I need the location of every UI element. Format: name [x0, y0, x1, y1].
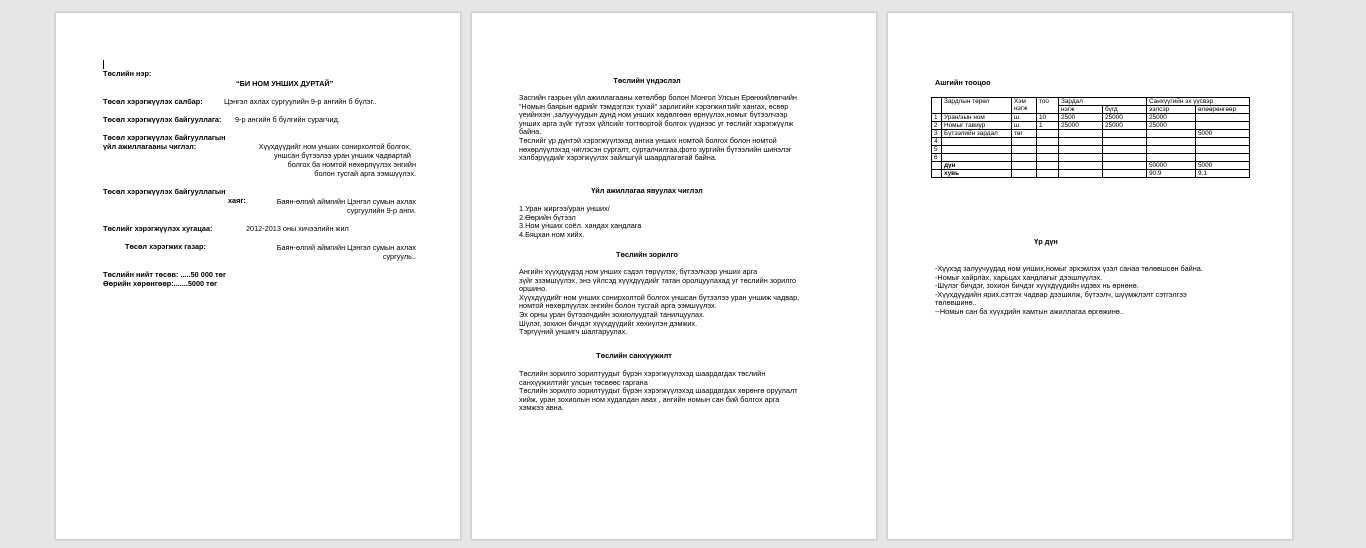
address-value-line2: сургуулийн 9-р анги.	[347, 206, 416, 215]
table-row	[932, 170, 1250, 178]
branch-label: Төсөл хэрэгжүүлэх салбар:	[103, 97, 203, 106]
table-cell: Номыг тавиур	[942, 122, 1012, 130]
table-row	[932, 162, 1250, 170]
address-label-line1: Төсөл хэрэгжүүлэх байгууллагын	[103, 187, 226, 196]
place-value-line1: Баян-өлгий аймгийн Цэнгэл сумын ахлах	[276, 243, 416, 252]
branch-value: Цэнгэл ахлах сургуулийн 9-р ангийн б бүлэг..	[224, 97, 377, 106]
address-value-line1: Баян-өлгий аймгийн Цэнгэл сумын ахлах	[276, 197, 416, 206]
table-row	[932, 154, 1250, 162]
funding-paragraph: Төслийн зорилго зорилтуудыг бүрэн хэрэгжүүлэхэд шаардагдах төслийн санхүүжилтийг улсын төсвөөс гаргана Төслийн зорилго зорилтуудыг бүрэн хэрэгжүүлэхэд шаардагдах хөрөнгө оруулалт хийж, уран зохиолын ном худалдан авах , ангийн номын сан бий болгох арга хэмжээ авна.	[519, 369, 798, 413]
direction-value-line3: болгох ба номтой нөхөрлүүлэх энгийн	[287, 160, 416, 169]
table-cell: 6	[932, 154, 942, 162]
activity-list: 1.Уран жиргээ/уран унших/ 2.Өөрийн бүтээл 3.Ном унших соёл. хандах хандлага 4.Бяцхан ном хийх.	[519, 204, 642, 239]
place-label: Төсөл хэрэгжих газар:	[125, 242, 206, 251]
project-name-label: Төслийн нэр:	[103, 69, 152, 78]
table-cell: 90.9	[1147, 170, 1196, 178]
table-row	[932, 122, 1250, 130]
total-budget: Төслийн нийт төсөв: .....50 000 төг	[103, 270, 227, 279]
goal-paragraph: Ангийн хүүхдүүдэд ном унших сэдэл төрүүлэх, бүтээлчээр унших арга зүйг эзэмшүүлэх, энэ үйлсэд хүүхдүүдийг татан оролцуулахад уг төслийн зорилго оршино. Хүүхдүүдийг ном унших сонирхолтой болгох уншсан бүтээлээ уран уншиж чадвар, номтой нөхөрлүүлэх энгийн болон тусгай арга ээмшүүлэх. Эх орны уран бүтээлчдийн зохиолуудтай танилцуулах. Шүлэг, зохион бичдэг хүүхдүүдийг хөхиүлэн дэмжих. Тэргүүний уншигч шалгаруулах.	[519, 267, 800, 337]
direction-value-line1: Хүүхдүүдийг ном унших сонирхолтой болгох,	[258, 142, 411, 151]
document-page-3[interactable]	[887, 12, 1293, 540]
table-header-cell: Зардал	[1059, 98, 1147, 106]
table-cell: 5000	[1196, 130, 1250, 138]
table-header-cell: Зардлын төрөл	[942, 98, 1012, 114]
table-header-row	[932, 98, 1250, 106]
project-title: “БИ НОМ УНШИХ ДУРТАЙ”	[236, 79, 334, 88]
table-header-cell: өлөөрөнгөөр	[1196, 106, 1250, 114]
table-cell: Бүтээлийн зардал	[942, 130, 1012, 138]
table-header-cell: Санхүүгийн эх үүсвэр	[1147, 98, 1250, 106]
table-row	[932, 114, 1250, 122]
table-row	[932, 146, 1250, 154]
direction-label-line2: үйл ажиллагааны чиглэл:	[103, 142, 197, 151]
place-value-line2: сургууль..	[382, 252, 416, 261]
table-cell	[1196, 114, 1250, 122]
document-page-1[interactable]	[55, 12, 461, 540]
result-paragraph: -Хүүхэд залуучуудад ном уншиx,номыг эрхэмлэх үзэл санаа төлөвшсөн байна. -Номыг хайрлах, харьцах хандлагыг дээшлүүлэх. -Шүлэг бичдэг, зохион бичдэг хүүхдүүдийн идэвх нь өрнөнө. -Хүүхдүүдийн ярих,сэтгэх чадвар дээшилж, бүтээлч, шүүмжлэлт сэтгэлгээ төлөвшинө.. --Номын сан ба хүүхдийн хамтын ажиллагаа өргөжинө..	[935, 264, 1203, 316]
budget-table	[931, 97, 1250, 178]
budget-heading: Ашгийн тооцоо	[935, 78, 991, 87]
table-cell	[1103, 130, 1147, 138]
table-cell: дүн	[942, 162, 1012, 170]
table-cell: 25000	[1147, 122, 1196, 130]
period-value: 2012-2013 оны хичээлийн жил	[246, 224, 349, 233]
table-cell: 25000	[1147, 114, 1196, 122]
goal-heading: Төслийн зорилго	[616, 250, 678, 259]
table-cell: 10	[1037, 114, 1059, 122]
table-cell: 3	[932, 130, 942, 138]
table-cell: ш	[1012, 122, 1037, 130]
organization-value: 9-р ангийн б бүлгийн сурагчид.	[235, 115, 340, 124]
table-cell: 1	[932, 114, 942, 122]
table-cell: 1	[1037, 122, 1059, 130]
table-cell: 5000	[1196, 162, 1250, 170]
period-label: Төслийг хэрэгжүүлэх хугацаа:	[103, 224, 213, 233]
funding-heading: Төслийн санхүүжилт	[596, 351, 672, 360]
table-cell: 9.1	[1196, 170, 1250, 178]
basis-heading: Төслийн үндэслэл	[613, 76, 681, 85]
table-cell: 25000	[1103, 114, 1147, 122]
table-cell	[1037, 130, 1059, 138]
organization-label: Төсөл хэрэгжүүлэх байгууллага:	[103, 115, 222, 124]
table-header-cell: тоо	[1037, 98, 1059, 114]
direction-value-line2: уншсан бүтээлээ уран уншиж чадвартай	[273, 151, 411, 160]
direction-label-line1: Төсөл хэрэгжүүлэх байгууллагын	[103, 133, 226, 142]
table-cell: 50000	[1147, 162, 1196, 170]
table-cell: 25000	[1059, 122, 1103, 130]
direction-value-line4: болон тусгай арга ээмшүүлэх.	[314, 169, 416, 178]
table-cell: Уран/эын ном	[942, 114, 1012, 122]
table-header-cell: бүгд	[1103, 106, 1147, 114]
table-cell	[1059, 130, 1103, 138]
table-row	[932, 130, 1250, 138]
table-cell	[1196, 122, 1250, 130]
table-cell: ш	[1012, 114, 1037, 122]
table-cell	[1147, 130, 1196, 138]
table-cell: 5	[932, 146, 942, 154]
basis-paragraph: Засгийн газрын үйл ажиллагааны хөтөлбөр болон Монгол Улсын Ерөнхийлөгчийн “Номын баярын өдрийг тэмдэглэх тухай” зарлигийн хэрэгжилтийг хангах, өсвөр үеийнхэн ,залуучуудын дунд ном унших хөдөлгөөн өрнүүлэх,номыг бүтээлчээр унших арга зүйг түгээх үйлсийг тогтвортой болгох үүднээс уг төслийг хэрэгжүүлж байна. Төслийг үр дүнтэй хэрэгжүүлэхэд ангиа унших номтой болгох болон номтой нөхөрлүүлэхэд чиглэсэн сургалт, сурталчилгаа,фото зургийн бүтээлийн шинэлэг хэлбэрүүдийг хэрэгжүүлэх зайлшгүй шаардлагатай байна.	[519, 93, 797, 163]
own-contribution: Өөрийн хөрөнгөөр:.......5000 төг	[103, 279, 218, 288]
activity-heading: Үйл ажиллагаа явуулах чиглэл	[591, 186, 703, 195]
table-header-cell: нэгж	[1059, 106, 1103, 114]
table-cell: 4	[932, 138, 942, 146]
table-cell: 2500	[1059, 114, 1103, 122]
document-page-2[interactable]	[471, 12, 877, 540]
table-row	[932, 138, 1250, 146]
table-cell: хувь	[942, 170, 1012, 178]
result-heading: Үр дүн	[1034, 237, 1058, 246]
table-cell: 2	[932, 122, 942, 130]
table-cell: төг	[1012, 130, 1037, 138]
table-header-cell: ээлсэр	[1147, 106, 1196, 114]
table-cell: 25000	[1103, 122, 1147, 130]
table-header-cell: Хэм нэгж	[1012, 98, 1037, 114]
text-cursor	[103, 60, 104, 69]
address-label-line2: хаяг:	[228, 196, 246, 205]
